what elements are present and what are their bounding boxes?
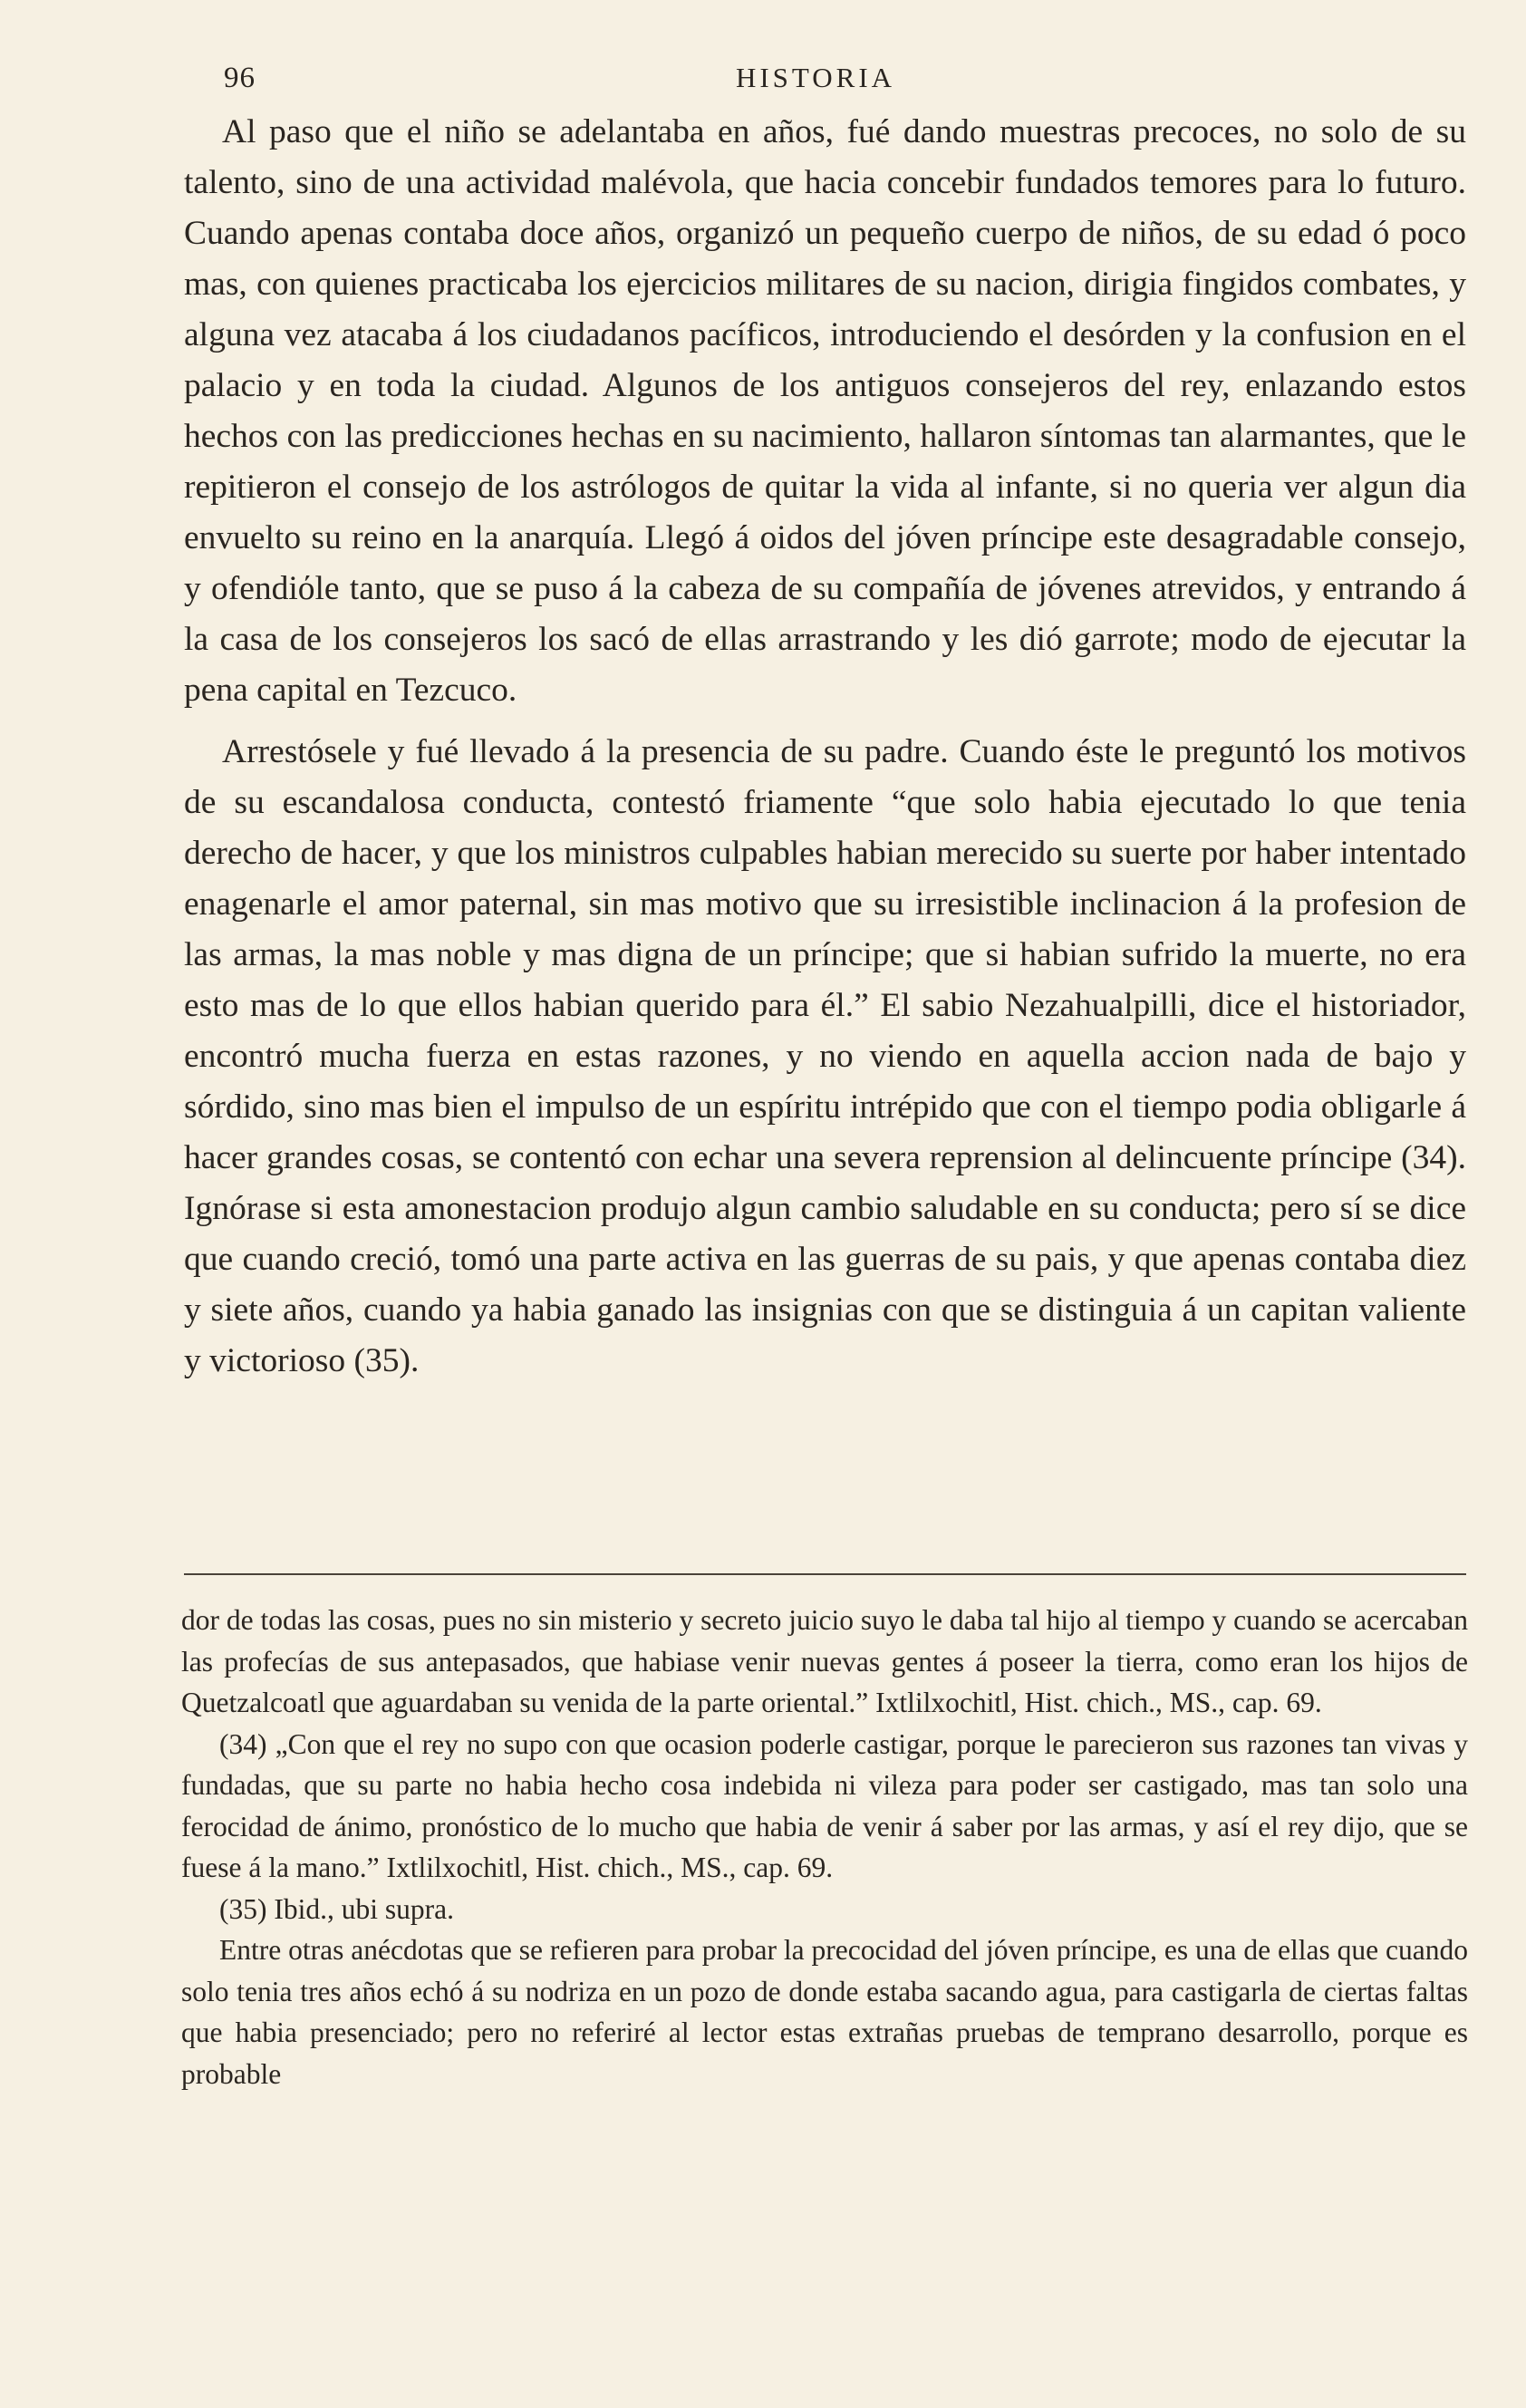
- footnote-35-paragraph: Entre otras anécdotas que se refieren para probar la precocidad del jóven príncipe, es una de ellas que cuando solo tenia tres años echó á su nodriza en un pozo de donde estaba sacando agua, para castigarla de ciertas faltas que habia presenciado; pero no referiré al lector estas extrañas pruebas de temprano desarrollo, porque es probable: [181, 1934, 1468, 2090]
- footnote-34: (34) „Con que el rey no supo con que ocasion poderle castigar, porque le parecieron sus razones tan vivas y fundadas, que su parte no habia hecho cosa indebida ni vileza para poder ser castigado, mas tan solo una ferocidad de ánimo, pronóstico de lo mucho que habia de venir á saber por las armas, y así el rey dijo, que se fuese á la mano.” Ixtlilxochitl, Hist. chich., MS., cap. 69.: [181, 1727, 1468, 1883]
- footnotes: [181, 1600, 1468, 2094]
- page-number: 96: [224, 62, 256, 94]
- running-title: HISTORIA: [735, 62, 896, 93]
- running-head: [177, 62, 1454, 107]
- body-paragraph: Arrestósele y fué llevado á la presencia de su padre. Cuando éste le preguntó los motivos de su escandalosa conducta, contestó friamente “que solo habia ejecutado lo que tenia derecho de hacer, y que los ministros culpables habian merecido su suerte por haber intentado enagenarle el amor paternal, sin mas motivo que su irresistible inclinacion á la profesion de las armas, la mas noble y mas digna de un príncipe; que si habian sufrido la muerte, no era esto mas de lo que ellos habian querido para él.” El sabio Nezahualpilli, dice el historiador, encontró mucha fuerza en estas razones, y no viendo en aquella accion nada de bajo y sórdido, sino mas bien el impulso de un espíritu intrépido que con el tiempo podia obligarle á hacer grandes cosas, se contentó con echar una severa reprension al delincuente príncipe (34). Ignórase si esta amonestacion produjo algun cambio saludable en su conducta; pero sí se dice que cuando creció, tomó una parte activa en las guerras de su pais, y que apenas contaba diez y siete años, cuando ya habia ganado las insignias con que se distinguia á un capitan valiente y victorioso (35).: [184, 733, 1466, 1379]
- main-text: [184, 107, 1466, 1387]
- footnote-35: (35) Ibid., ubi supra.: [219, 1892, 454, 1925]
- footnote-continuation: dor de todas las cosas, pues no sin misterio y secreto juicio suyo le daba tal hijo al tiempo y cuando se acercaban las profecías de sus antepasados, que habiase venir nuevas gentes á poseer la tierra, como eran los hijos de Quetzalcoatl que aguardaban su venida de la parte oriental.” Ixtlilxochitl, Hist. chich., MS., cap. 69.: [181, 1604, 1468, 1718]
- body-paragraph: Al paso que el niño se adelantaba en años, fué dando muestras precoces, no solo de su talento, sino de una actividad malévola, que hacia concebir fundados temores para lo futuro. Cuando apenas contaba doce años, organizó un pequeño cuerpo de niños, de su edad ó poco mas, con quienes practicaba los ejercicios militares de su nacion, dirigia fingidos combates, y alguna vez atacaba á los ciudadanos pacíficos, introduciendo el desórden y la confusion en el palacio y en toda la ciudad. Algunos de los antiguos consejeros del rey, enlazando estos hechos con las predicciones hechas en su nacimiento, hallaron síntomas tan alarmantes, que le repitieron el consejo de los astrólogos de quitar la vida al infante, si no queria ver algun dia envuelto su reino en la anarquía. Llegó á oidos del jóven príncipe este desagradable consejo, y ofendiόle tanto, que se puso á la cabeza de su compañía de jóvenes atrevidos, y entrando á la casa de los consejeros los sacó de ellas arrastrando y les dió garrote; modo de ejecutar la pena capital en Tezcuco.: [184, 113, 1466, 709]
- footnote-separator-rule: [184, 1573, 1466, 1575]
